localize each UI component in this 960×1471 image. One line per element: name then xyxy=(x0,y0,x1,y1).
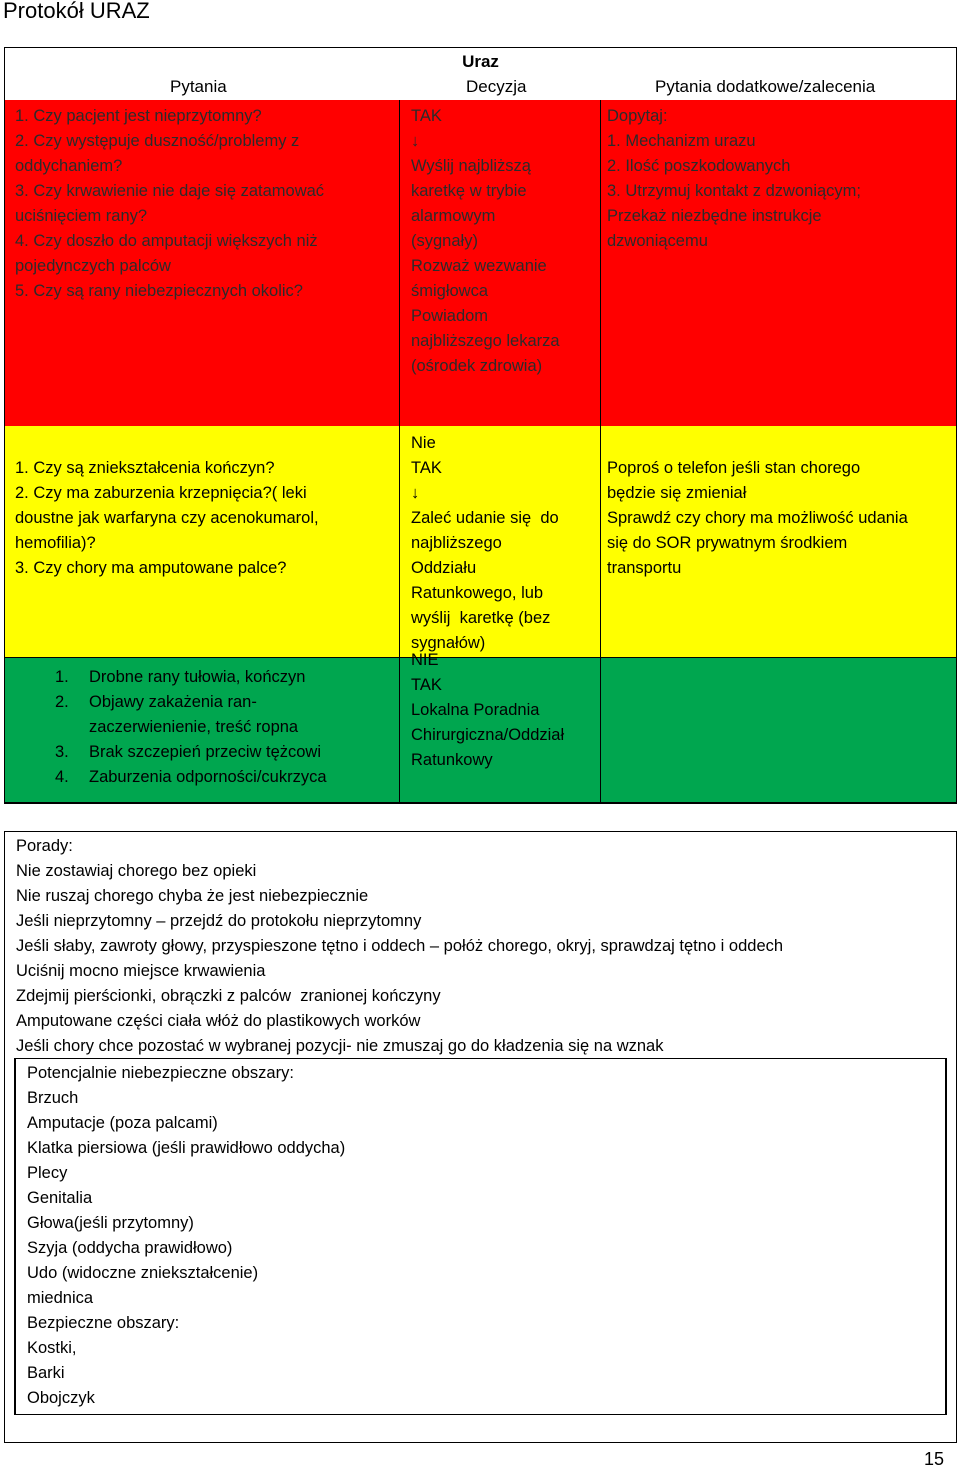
area-line: Barki xyxy=(27,1364,65,1382)
green-decision-line: Lokalna Poradnia xyxy=(411,701,540,719)
yellow-decision-line: Ratunkowego, lub xyxy=(411,584,544,602)
red-question-line: 3. Czy krwawienie nie daje się zatamować xyxy=(15,182,325,200)
area-line: Obojczyk xyxy=(27,1389,95,1407)
yellow-decision-line: TAK xyxy=(411,459,442,477)
area-line: Brzuch xyxy=(27,1089,79,1107)
area-line: Amputacje (poza palcami) xyxy=(27,1114,218,1132)
yellow-question-line: 1. Czy są zniekształcenia kończyn? xyxy=(15,459,275,477)
yellow-extra-line: Poproś o telefon jeśli stan chorego xyxy=(607,459,861,477)
red-decision-cell xyxy=(399,100,601,426)
advice-list xyxy=(16,834,783,1059)
area-line: miednica xyxy=(27,1289,94,1307)
yellow-extra-line: Sprawdź czy chory ma możliwość udania xyxy=(607,509,908,527)
yellow-decision-line: sygnałów) xyxy=(411,634,486,652)
green-question-number: 1. xyxy=(55,668,69,686)
advice-line: Nie zostawiaj chorego bez opieki xyxy=(16,862,257,880)
area-line: Szyja (oddycha prawidłowo) xyxy=(27,1239,233,1257)
header-extra: Pytania dodatkowe/zalecenia xyxy=(655,77,876,96)
green-question-item xyxy=(15,665,327,690)
red-extra-line: 3. Utrzymuj kontakt z dzwoniącym; xyxy=(607,182,861,200)
red-decision-line: Powiadom xyxy=(411,307,489,325)
protocol-table xyxy=(4,47,957,804)
red-decision-line: Rozważ wezwanie xyxy=(411,257,547,275)
red-extra-line: 1. Mechanizm urazu xyxy=(607,132,756,150)
area-line: Potencjalnie niebezpieczne obszary: xyxy=(27,1064,294,1082)
green-questions-cell xyxy=(5,658,399,802)
header-questions: Pytania xyxy=(170,77,227,96)
yellow-question-line: doustne jak warfaryna czy acenokumarol, xyxy=(15,509,319,527)
red-section xyxy=(5,100,956,426)
advice-line: Porady: xyxy=(16,837,73,855)
yellow-question-line: hemofilia)? xyxy=(15,534,96,552)
area-list xyxy=(27,1061,345,1411)
yellow-extra-cell xyxy=(601,426,956,658)
table-header-row xyxy=(5,76,956,100)
red-decision-line: ↓ xyxy=(411,132,420,150)
red-decision-line: (ośrodek zdrowia) xyxy=(411,357,543,375)
red-decision-line: (sygnały) xyxy=(411,232,478,250)
advice-line: Uciśnij mocno miejsce krwawienia xyxy=(16,962,266,980)
green-decision-line: Chirurgiczna/Oddział xyxy=(411,726,565,744)
green-question-text: Drobne rany tułowia, kończyn xyxy=(89,668,306,686)
area-line: Plecy xyxy=(27,1164,68,1182)
yellow-extra-line: będzie się zmieniał xyxy=(607,484,747,502)
yellow-decision-line: Nie xyxy=(411,434,436,452)
area-line: Genitalia xyxy=(27,1189,93,1207)
green-question-text: Objawy zakażenia ran- xyxy=(89,693,257,711)
yellow-extra-line: transportu xyxy=(607,559,682,577)
green-question-text: Zaburzenia odporności/cukrzyca xyxy=(89,768,327,786)
red-decision-line: alarmowym xyxy=(411,207,496,225)
green-question-item xyxy=(15,740,327,765)
yellow-extra-list xyxy=(607,456,908,581)
header-decision: Decyzja xyxy=(466,77,527,96)
red-question-line: 2. Czy występuje duszność/problemy z xyxy=(15,132,300,150)
yellow-decision-list xyxy=(411,431,559,656)
red-extra-line: Dopytaj: xyxy=(607,107,668,125)
green-section xyxy=(5,651,956,803)
table-title: Uraz xyxy=(462,52,499,71)
green-decision-line: NIE xyxy=(411,651,439,669)
yellow-extra-line: się do SOR prywatnym środkiem xyxy=(607,534,848,552)
green-question-number: 2. xyxy=(55,693,69,711)
yellow-decision-line: Oddziału xyxy=(411,559,477,577)
advice-line: Zdejmij pierścionki, obrączki z palców zranionej kończyny xyxy=(16,987,441,1005)
area-line: Klatka piersiowa (jeśli prawidłowo oddycha) xyxy=(27,1139,346,1157)
area-line: Bezpieczne obszary: xyxy=(27,1314,180,1332)
green-decision-cell xyxy=(399,651,601,802)
green-question-item xyxy=(15,765,327,790)
body-areas-box xyxy=(14,1058,947,1415)
red-extra-line: Przekaż niezbędne instrukcje xyxy=(607,207,822,225)
green-question-item xyxy=(15,690,327,740)
green-decision-line: TAK xyxy=(411,676,442,694)
area-line: Głowa(jeśli przytomny) xyxy=(27,1214,194,1232)
red-decision-list xyxy=(411,104,560,379)
red-decision-line: karetkę w trybie xyxy=(411,182,527,200)
page-number: 15 xyxy=(923,1449,944,1469)
yellow-decision-cell xyxy=(399,426,601,658)
red-question-line: oddychaniem? xyxy=(15,157,123,175)
red-extra-list xyxy=(607,104,861,254)
yellow-decision-line: wyślij karetkę (bez xyxy=(411,609,551,627)
green-decision-list xyxy=(411,648,564,773)
red-extra-line: 2. Ilość poszkodowanych xyxy=(607,157,791,175)
red-question-list xyxy=(15,104,324,304)
yellow-decision-line: najbliższego xyxy=(411,534,502,552)
green-question-list xyxy=(15,665,327,790)
area-line: Kostki, xyxy=(27,1339,77,1357)
red-extra-cell xyxy=(601,100,956,426)
yellow-decision-line: ↓ xyxy=(411,484,420,502)
red-decision-line: śmigłowca xyxy=(411,282,489,300)
advice-line: Jeśli chory chce pozostać w wybranej pozycji- nie zmuszaj go do kładzenia się na wznak xyxy=(16,1037,664,1055)
red-question-line: 5. Czy są rany niebezpiecznych okolic? xyxy=(15,282,303,300)
yellow-decision-line: Zaleć udanie się do xyxy=(411,509,559,527)
red-question-line: pojedynczych palców xyxy=(15,257,171,275)
red-question-line: uciśnięciem rany? xyxy=(15,207,148,225)
green-question-number: 3. xyxy=(55,743,69,761)
green-question-text: Brak szczepień przeciw tężcowi xyxy=(89,743,321,761)
red-decision-line: TAK xyxy=(411,107,442,125)
red-decision-line: najbliższego lekarza xyxy=(411,332,560,350)
advice-line: Jeśli nieprzytomny – przejdź do protokołu nieprzytomny xyxy=(16,912,422,930)
yellow-questions-cell xyxy=(5,426,399,658)
page-title: Protokół URAZ xyxy=(3,0,150,23)
red-decision-line: Wyślij najbliższą xyxy=(411,157,531,175)
yellow-question-line: 3. Czy chory ma amputowane palce? xyxy=(15,559,287,577)
area-line: Udo (widoczne zniekształcenie) xyxy=(27,1264,259,1282)
red-question-line: 1. Czy pacjent jest nieprzytomny? xyxy=(15,107,262,125)
advice-line: Nie ruszaj chorego chyba że jest niebezpiecznie xyxy=(16,887,369,905)
advice-line: Jeśli słaby, zawroty głowy, przyspieszone tętno i oddech – połóż chorego, okryj, sprawdzaj tętno i oddech xyxy=(16,937,784,955)
yellow-question-line: 2. Czy ma zaburzenia krzepnięcia?( leki xyxy=(15,484,307,502)
green-extra-cell xyxy=(601,658,956,802)
red-question-line: 4. Czy doszło do amputacji większych niż xyxy=(15,232,318,250)
yellow-question-list xyxy=(15,456,319,581)
yellow-section xyxy=(5,426,956,658)
red-questions-cell xyxy=(5,100,399,426)
red-extra-line: dzwoniącemu xyxy=(607,232,708,250)
advice-line: Amputowane części ciała włóż do plastikowych worków xyxy=(16,1012,421,1030)
green-decision-line: Ratunkowy xyxy=(411,751,493,769)
green-question-text: zaczerwienienie, treść ropna xyxy=(89,718,299,736)
green-question-number: 4. xyxy=(55,768,69,786)
